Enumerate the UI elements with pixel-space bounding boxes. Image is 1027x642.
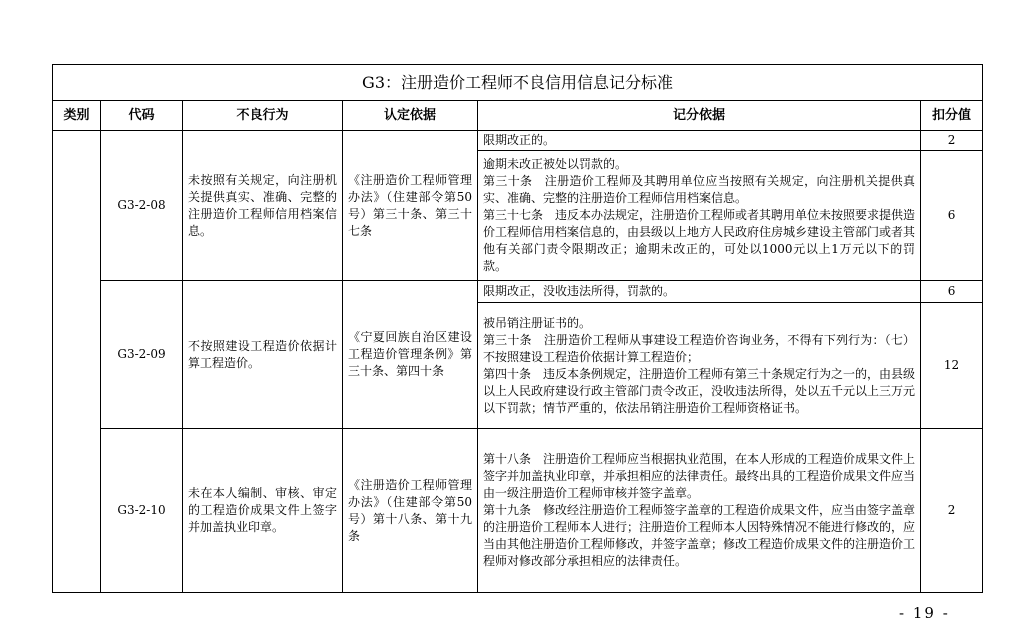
row-legal-basis: 《宁夏回族自治区建设工程造价管理条例》第三十条、第四十条 xyxy=(343,281,478,429)
scoring-text: 第十九条 修改经注册造价工程师签字盖章的工程造价成果文件，应当由签字盖章的注册造价工程师本人进行；注册造价工程师本人因特殊情况不能进行修改的，应当由其他注册造价工程师修改，并签字盖章；修改工程造价成果文件的注册造价工程师对修改部分承担相应的法律责任。 xyxy=(483,503,916,568)
scoring-text: 第四十条 违反本条例规定，注册造价工程师有第三十条规定行为之一的，由县级以上人民政府建设行政主管部门责令改正，没收违法所得，处以五千元以上三万元以下罚款；情节严重的，依法吊销注册造价工程师资格证书。 xyxy=(483,366,916,415)
credit-scoring-table xyxy=(52,64,983,593)
scoring-text: 限期改正，没收违法所得，罚款的。 xyxy=(483,284,676,298)
row-legal-basis: 《注册造价工程师管理办法》（住建部令第50号）第三十条、第三十七条 xyxy=(343,131,478,281)
category-cell xyxy=(53,131,101,593)
page-number: - 19 - xyxy=(899,604,950,622)
row-code: G3-2-10 xyxy=(101,429,183,593)
scoring-text: 第十八条 注册造价工程师应当根据执业范围，在本人形成的工程造价成果文件上签字并加盖执业印章，并承担相应的法律责任。最终出具的工程造价成果文件应当由一级注册造价工程师审核并签字盖章。 xyxy=(483,452,916,500)
points-value: 6 xyxy=(921,281,983,303)
row-behavior: 不按照建设工程造价依据计算工程造价。 xyxy=(183,281,343,429)
table-title: G3：注册造价工程师不良信用信息记分标准 xyxy=(53,65,983,101)
scoring-text: 第三十七条 违反本办法规定，注册造价工程师或者其聘用单位未按照要求提供造价工程师信用档案信息的，由县级以上地方人民政府住房城乡建设主管部门或者其他有关部门责令限期改正；逾期未改正的，可处以1000元以上1万元以下的罚款。 xyxy=(483,208,916,273)
row-code: G3-2-08 xyxy=(101,131,183,281)
header-behavior: 不良行为 xyxy=(183,101,343,131)
header-points: 扣分值 xyxy=(921,101,983,131)
scoring-text: 逾期未改正被处以罚款的。 xyxy=(483,157,628,171)
points-value: 12 xyxy=(921,303,983,429)
points-value: 2 xyxy=(921,429,983,593)
scoring-text: 第三十条 注册造价工程师从事建设工程造价咨询业务，不得有下列行为：（七）不按照建设工程造价依据计算工程造价； xyxy=(483,332,915,364)
row-legal-basis: 《注册造价工程师管理办法》（住建部令第50号）第十八条、第十九条 xyxy=(343,429,478,593)
scoring-basis xyxy=(478,151,921,281)
scoring-basis xyxy=(478,131,921,151)
scoring-basis xyxy=(478,429,921,593)
header-code: 代码 xyxy=(101,101,183,131)
scoring-text: 限期改正的。 xyxy=(483,133,556,147)
scoring-text: 第三十条 注册造价工程师及其聘用单位应当按照有关规定，向注册机关提供真实、准确、完整的注册造价工程师信用档案信息。 xyxy=(483,174,915,205)
header-category: 类别 xyxy=(53,101,101,131)
scoring-basis xyxy=(478,281,921,303)
row-code: G3-2-09 xyxy=(101,281,183,429)
scoring-text: 被吊销注册证书的。 xyxy=(483,315,592,330)
points-value: 6 xyxy=(921,151,983,281)
scoring-basis xyxy=(478,303,921,429)
points-value: 2 xyxy=(921,131,983,151)
header-basis: 认定依据 xyxy=(343,101,478,131)
row-behavior: 未按照有关规定，向注册机关提供真实、准确、完整的注册造价工程师信用档案信息。 xyxy=(183,131,343,281)
header-scoring: 记分依据 xyxy=(478,101,921,131)
row-behavior: 未在本人编制、审核、审定的工程造价成果文件上签字并加盖执业印章。 xyxy=(183,429,343,593)
